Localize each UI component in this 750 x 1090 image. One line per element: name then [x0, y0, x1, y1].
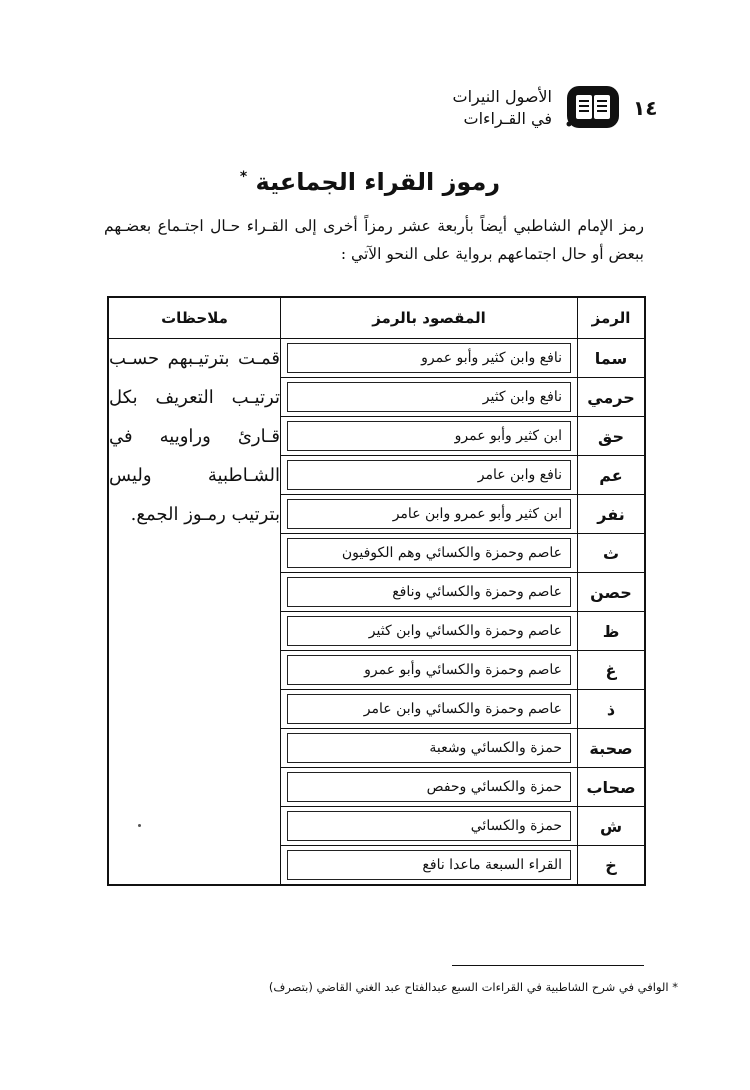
meaning-text: نافع وابن عامر [287, 460, 571, 490]
code-cell: حق [578, 417, 646, 456]
code-cell: خ [578, 846, 646, 886]
code-cell: ظ [578, 612, 646, 651]
reader-codes-table [107, 296, 646, 886]
table-row [108, 339, 645, 378]
meaning-cell [281, 690, 578, 729]
meaning-text: عاصم وحمزة والكسائي ونافع [287, 577, 571, 607]
meaning-text: عاصم وحمزة والكسائي وأبو عمرو [287, 655, 571, 685]
meaning-text: عاصم وحمزة والكسائي وابن عامر [287, 694, 571, 724]
meaning-cell [281, 378, 578, 417]
meaning-text: حمزة والكسائي [287, 811, 571, 841]
meaning-cell [281, 651, 578, 690]
code-cell: صحبة [578, 729, 646, 768]
footnote-marker: * [672, 980, 678, 994]
header-code: الرمز [578, 297, 646, 339]
meaning-cell [281, 456, 578, 495]
meaning-text: حمزة والكسائي وشعبة [287, 733, 571, 763]
code-cell: حصن [578, 573, 646, 612]
meaning-cell [281, 612, 578, 651]
code-cell: ذ [578, 690, 646, 729]
meaning-cell [281, 729, 578, 768]
footnote-divider [452, 965, 644, 966]
meaning-cell [281, 534, 578, 573]
section-title-marker: * [239, 169, 248, 185]
meaning-cell [281, 573, 578, 612]
page-number: ١٤ [633, 96, 658, 120]
meaning-cell [281, 846, 578, 886]
code-cell: سما [578, 339, 646, 378]
code-cell: غ [578, 651, 646, 690]
footnote [240, 980, 678, 994]
header-notes: ملاحظات [108, 297, 281, 339]
open-book-icon [565, 82, 621, 132]
section-title [150, 168, 590, 196]
book-title [400, 86, 552, 130]
intro-paragraph: رمز الإمام الشاطبي أيضاً بأربعة عشر رمزاً أخرى إلى القـراء حـال اجتـماع بعضـهم ببعض أو حال اجتماعهم برواية على النحو الآتي : [104, 217, 644, 263]
code-cell: صحاب [578, 768, 646, 807]
header-meaning: المقصود بالرمز [281, 297, 578, 339]
meaning-cell [281, 417, 578, 456]
meaning-text: نافع وابن كثير وأبو عمرو [287, 343, 571, 373]
meaning-text: عاصم وحمزة والكسائي وابن كثير [287, 616, 571, 646]
table-header-row [108, 297, 645, 339]
meaning-text: حمزة والكسائي وحفص [287, 772, 571, 802]
meaning-text: القراء السبعة ماعدا نافع [287, 850, 571, 880]
code-cell: عم [578, 456, 646, 495]
code-cell: ث [578, 534, 646, 573]
meaning-cell [281, 768, 578, 807]
book-title-line1: الأصول النيرات [452, 87, 552, 106]
code-cell: نفر [578, 495, 646, 534]
meaning-cell [281, 807, 578, 846]
footnote-text: الوافي في شرح الشاطبية في القراءات السبع عبدالفتاح عبد الغني القاضي (بتصرف) [268, 980, 669, 994]
meaning-text: ابن كثير وأبو عمرو [287, 421, 571, 451]
book-title-line2: في القـراءات [463, 109, 552, 128]
code-cell: حرمي [578, 378, 646, 417]
meaning-cell [281, 339, 578, 378]
code-cell: ش [578, 807, 646, 846]
section-title-text: رموز القراء الجماعية [255, 168, 501, 196]
notes-cell: قمـت بترتيـبهم حسـب ترتيـب التعريف بكل قـارئ وراوييه في الشـاطبية وليس بترتيب رمـوز الجمع. [108, 339, 281, 886]
meaning-text: ابن كثير وأبو عمرو وابن عامر [287, 499, 571, 529]
meaning-text: نافع وابن كثير [287, 382, 571, 412]
meaning-cell [281, 495, 578, 534]
meaning-text: عاصم وحمزة والكسائي وهم الكوفيون [287, 538, 571, 568]
stray-dot [138, 824, 141, 827]
